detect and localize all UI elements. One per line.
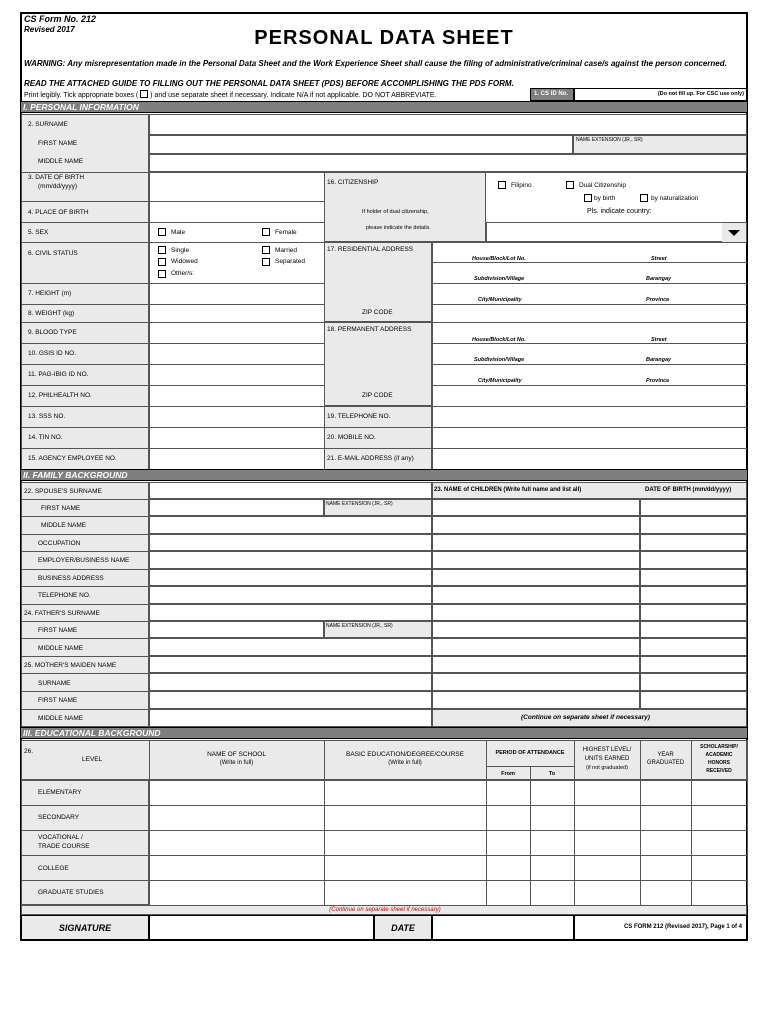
education-input-field[interactable]: [324, 780, 486, 805]
personal-input-field[interactable]: [149, 427, 324, 448]
education-input-field[interactable]: [324, 805, 486, 830]
row-divider: [21, 551, 149, 552]
personal-input-field[interactable]: [149, 364, 324, 385]
education-continue-row: [21, 905, 747, 915]
dob-format-label: (mm/dd/yyyy): [38, 183, 77, 190]
cs-separated-label: Separated: [275, 258, 305, 265]
row-divider: [21, 621, 149, 622]
graduated-header: GRADUATED: [646, 760, 685, 766]
level-graduate-studies: GRADUATE STUDIES: [38, 889, 104, 896]
date-field[interactable]: [432, 915, 574, 940]
education-input-field[interactable]: [324, 855, 486, 880]
perm-barangay-label: Barangay: [646, 357, 672, 363]
child-dob-field[interactable]: [640, 516, 747, 534]
tin-label: 14. TIN NO.: [28, 434, 63, 441]
personal-input-field[interactable]: [149, 343, 324, 364]
father-middle-name-label: MIDDLE NAME: [38, 645, 84, 652]
mother-middle-name-label: MIDDLE NAME: [38, 715, 84, 722]
telephone-label: 19. TELEPHONE NO.: [327, 413, 391, 420]
highest-header: HIGHEST LEVEL/: [582, 747, 632, 753]
row-divider: [324, 427, 432, 428]
permanent-address-label: 18. PERMANENT ADDRESS: [327, 326, 412, 333]
row-divider: [21, 709, 149, 710]
course-header: BASIC EDUCATION/DEGREE/COURSE: [346, 751, 464, 758]
education-input-field[interactable]: [530, 780, 574, 805]
row-divider: [21, 656, 149, 657]
child-name-field[interactable]: [432, 638, 640, 656]
personal-input-field[interactable]: [149, 385, 324, 406]
child-dob-field[interactable]: [640, 621, 747, 638]
personal-input-field[interactable]: [149, 322, 324, 343]
family-input-field[interactable]: [149, 586, 432, 604]
course-header-sub: (Write in full): [388, 760, 422, 766]
cs-married-label: Married: [275, 247, 298, 254]
education-input-field[interactable]: [530, 830, 574, 855]
education-input-field[interactable]: [149, 880, 324, 905]
occupation-label: OCCUPATION: [38, 540, 81, 547]
row-divider: [21, 604, 149, 605]
education-input-field[interactable]: [149, 830, 324, 855]
education-input-field[interactable]: [640, 805, 691, 830]
personal-input-field[interactable]: [149, 222, 324, 242]
row-divider: [21, 569, 149, 570]
page-title: PERSONAL DATA SHEET: [254, 27, 514, 49]
scholarship-header: SCHOLARSHIP/: [700, 744, 738, 750]
citizenship-country-select[interactable]: [486, 222, 747, 242]
cs-single-label: Single: [171, 247, 190, 254]
school-header-sub: (Write in full): [219, 760, 254, 766]
level-secondary: SECONDARY: [38, 814, 80, 821]
children-dob-label: DATE OF BIRTH (mm/dd/yyyy): [645, 487, 732, 493]
citizenship-filipino-label: Filipino: [511, 182, 532, 189]
mother-maiden-label: 25. MOTHER'S MAIDEN NAME: [24, 662, 117, 669]
dob-label: 3. DATE OF BIRTH: [28, 174, 85, 181]
received-header: RECEIVED: [706, 768, 732, 774]
row-divider: [21, 482, 149, 483]
residential-zipcode-label: ZIP CODE: [362, 309, 393, 316]
signature-label-cell: [21, 915, 149, 940]
level-college: COLLEGE: [38, 865, 69, 872]
education-input-field[interactable]: [691, 780, 747, 805]
personal-input-field[interactable]: [149, 448, 324, 470]
citizenship-naturalization-label: by naturalization: [651, 195, 699, 202]
father-first-name-label: FIRST NAME: [38, 627, 78, 634]
level-elementary: ELEMENTARY: [38, 789, 82, 796]
address-line: [432, 343, 747, 344]
child-dob-field[interactable]: [640, 569, 747, 586]
row-divider: [21, 586, 149, 587]
child-dob-field[interactable]: [640, 656, 747, 673]
read-guide-text: READ THE ATTACHED GUIDE TO FILLING OUT THE PERSONAL DATA SHEET (PDS) BEFORE ACCOMPLISHING THE PDS FORM.: [24, 79, 514, 88]
spouse-middle-name-label: MIDDLE NAME: [41, 522, 87, 529]
father-name-ext-cell[interactable]: [324, 621, 432, 638]
spouse-surname-label: 22. SPOUSE'S SURNAME: [24, 488, 102, 495]
cs-id-note: (Do not fill up. For CSC use only): [657, 91, 744, 97]
education-input-field[interactable]: [530, 805, 574, 830]
middle-name-label: MIDDLE NAME: [38, 158, 84, 165]
education-input-field[interactable]: [486, 780, 530, 805]
education-input-field[interactable]: [486, 830, 530, 855]
level-trade-course: TRADE COURSE: [38, 843, 90, 850]
education-input-field[interactable]: [640, 830, 691, 855]
agency-employee-label: 15. AGENCY EMPLOYEE NO.: [28, 455, 117, 462]
mother-surname-label: SURNAME: [38, 680, 71, 687]
citizenship-country-label: Pls. indicate country:: [587, 208, 652, 215]
education-input-field[interactable]: [574, 830, 640, 855]
level-header: LEVEL: [82, 756, 103, 763]
education-input-field[interactable]: [574, 805, 640, 830]
address-line: [432, 262, 747, 263]
date-label-cell: [374, 915, 432, 940]
family-input-field[interactable]: [149, 569, 432, 586]
personal-input-field[interactable]: [149, 406, 324, 427]
education-input-field[interactable]: [324, 880, 486, 905]
child-dob-field[interactable]: [640, 673, 747, 691]
child-dob-field[interactable]: [640, 499, 747, 516]
cs-id-field[interactable]: [574, 88, 747, 101]
period-header: PERIOD OF ATTENDANCE: [495, 750, 565, 756]
civil-status-label: 6. CIVIL STATUS: [28, 250, 78, 257]
education-input-field[interactable]: [486, 880, 530, 905]
citizenship-dual-label: Dual Citizenship: [579, 182, 626, 189]
col-divider: [747, 740, 748, 905]
row-divider: [21, 499, 149, 500]
perm-house-label: House/Block/Lot No.: [472, 337, 526, 343]
child-dob-field[interactable]: [640, 604, 747, 621]
mother-first-name-label: FIRST NAME: [38, 697, 78, 704]
page-info: CS FORM 212 (Revised 2017), Page 1 of 4: [623, 924, 742, 930]
perm-province-label: Province: [646, 378, 670, 384]
address-line: [432, 283, 747, 284]
gsis-label: 10. GSIS ID NO.: [28, 350, 77, 357]
period-from-header: From: [501, 771, 515, 777]
date-label: DATE: [391, 923, 415, 933]
middle-name-field[interactable]: [149, 154, 747, 172]
level-vocational: VOCATIONAL /: [38, 834, 83, 841]
res-subdivision-label: Subdivision/Village: [474, 276, 525, 282]
row-divider: [21, 534, 149, 535]
surname-label: 2. SURNAME: [28, 121, 68, 128]
row-divider: [21, 638, 149, 639]
print-legibly-text: [24, 90, 437, 99]
child-dob-field[interactable]: [640, 534, 747, 551]
family-input-field[interactable]: [149, 656, 432, 673]
form-number: CS Form No. 212: [24, 14, 97, 24]
res-city-label: City/Municipality: [478, 297, 522, 303]
family-input-field[interactable]: [149, 709, 432, 727]
blood-type-label: 9. BLOOD TYPE: [28, 329, 77, 336]
citizenship-by-birth-label: by birth: [594, 195, 616, 202]
mobile-label: 20. MOBILE NO.: [327, 434, 376, 441]
signature-field[interactable]: [149, 915, 374, 940]
residential-address-label: 17. RESIDENTIAL ADDRESS: [327, 246, 414, 253]
family-input-field[interactable]: [149, 638, 432, 656]
res-barangay-label: Barangay: [646, 276, 672, 282]
place-of-birth-label: 4. PLACE OF BIRTH: [28, 209, 89, 216]
citizenship-naturalization-checkbox[interactable]: [640, 194, 648, 202]
weight-label: 8. WEIGHT (kg): [28, 310, 75, 317]
section-family-background: II. FAMILY BACKGROUND: [21, 469, 747, 481]
personal-input-field[interactable]: [149, 242, 324, 283]
name-extension-field[interactable]: [573, 135, 747, 154]
citizenship-label: 16. CITIZENSHIP: [327, 179, 379, 186]
education-input-field[interactable]: [149, 780, 324, 805]
perm-subdivision-label: Subdivision/Village: [474, 357, 525, 363]
citizenship-by-birth-checkbox[interactable]: [584, 194, 592, 202]
address-line: [432, 385, 747, 386]
father-surname-label: 24. FATHER'S SURNAME: [24, 610, 100, 617]
personal-input-field[interactable]: [149, 201, 324, 222]
sss-label: 13. SSS NO.: [28, 413, 66, 420]
education-input-field[interactable]: [574, 780, 640, 805]
children-header-label: 23. NAME of CHILDREN (Write full name and list all): [434, 487, 582, 493]
education-input-field[interactable]: [691, 855, 747, 880]
child-name-field[interactable]: [432, 499, 640, 516]
education-input-field[interactable]: [574, 855, 640, 880]
signature-label: SIGNATURE: [58, 923, 112, 933]
row-divider: [21, 516, 149, 517]
father-name-ext-label: NAME EXTENSION (JR., SR): [326, 623, 393, 629]
child-name-field[interactable]: [432, 569, 640, 586]
citizenship-note-a: If holder of dual citizenship,: [362, 209, 429, 215]
family-input-field[interactable]: [149, 534, 432, 551]
section-educational-background: III. EDUCATIONAL BACKGROUND: [21, 727, 747, 739]
row-divider: [21, 691, 149, 692]
child-name-field[interactable]: [432, 586, 640, 604]
school-header: NAME OF SCHOOL: [207, 751, 266, 758]
form-revision: Revised 2017: [24, 25, 75, 34]
cs-id-label: 1. CS ID No.: [534, 91, 569, 97]
child-dob-field[interactable]: [640, 586, 747, 604]
family-continue-label: (Continue on separate sheet if necessary): [521, 714, 650, 721]
education-input-field[interactable]: [574, 880, 640, 905]
academic-header: ACADEMIC: [705, 752, 733, 758]
warning-text: WARNING: Any misrepresentation made in the Personal Data Sheet and the Work Experience Sheet shall cause the filing of administrative/criminal case/s against the person concerned.: [24, 59, 727, 68]
business-address-label: BUSINESS ADDRESS: [38, 575, 104, 582]
not-graduated-header: (if not graduated): [586, 765, 628, 771]
family-input-field[interactable]: [149, 482, 432, 499]
first-name-field[interactable]: [149, 135, 573, 154]
print-legibly-a: Print legibly. Tick appropriate boxes (: [24, 92, 139, 99]
child-dob-field[interactable]: [640, 638, 747, 656]
col-divider: [432, 242, 433, 470]
height-label: 7. HEIGHT (m): [28, 290, 72, 297]
child-name-field[interactable]: [432, 691, 640, 709]
res-house-label: House/Block/Lot No.: [472, 256, 526, 262]
spouse-telephone-label: TELEPHONE NO.: [38, 592, 91, 599]
family-input-field[interactable]: [149, 691, 432, 709]
perm-city-label: City/Municipality: [478, 378, 522, 384]
education-input-field[interactable]: [691, 880, 747, 905]
page-info-cell: [574, 915, 747, 940]
sex-label: 5. SEX: [28, 229, 49, 236]
spouse-name-ext-label: NAME EXTENSION (JR., SR): [326, 501, 393, 507]
sex-female-label: Female: [275, 229, 297, 236]
education-number: 26.: [24, 748, 34, 755]
child-name-field[interactable]: [432, 621, 640, 638]
res-street-label: Street: [651, 256, 667, 262]
address-line: [432, 304, 747, 305]
name-extension-label: NAME EXTENSION (JR., SR): [576, 137, 643, 143]
education-input-field[interactable]: [691, 830, 747, 855]
education-input-field[interactable]: [691, 805, 747, 830]
employer-label: EMPLOYER/BUSINESS NAME: [38, 557, 130, 564]
family-input-field[interactable]: [149, 551, 432, 569]
education-input-field[interactable]: [530, 855, 574, 880]
email-label: 21. E-MAIL ADDRESS (if any): [327, 455, 414, 462]
citizenship-note-b: please indicate the details.: [366, 225, 431, 231]
education-input-field[interactable]: [486, 855, 530, 880]
child-dob-field[interactable]: [640, 551, 747, 569]
child-name-field[interactable]: [432, 604, 640, 621]
res-province-label: Province: [646, 297, 670, 303]
address-line: [432, 364, 747, 365]
education-continue-label: (Continue on separate sheet if necessary): [329, 907, 441, 913]
sex-male-label: Male: [171, 229, 186, 236]
child-name-field[interactable]: [432, 516, 640, 534]
family-input-field[interactable]: [149, 499, 324, 516]
citizenship-dual-checkbox[interactable]: [566, 181, 574, 189]
surname-field[interactable]: [149, 114, 747, 135]
family-input-field[interactable]: [149, 621, 324, 638]
permanent-zipcode-label: ZIP CODE: [362, 392, 393, 399]
child-name-field[interactable]: [432, 551, 640, 569]
family-input-field[interactable]: [149, 673, 432, 691]
child-name-field[interactable]: [432, 673, 640, 691]
personal-input-field[interactable]: [149, 304, 324, 322]
cs-widowed-label: Widowed: [171, 258, 198, 265]
education-input-field[interactable]: [640, 855, 691, 880]
pagibig-label: 11. PAG-IBIG ID NO.: [28, 371, 89, 378]
child-name-field[interactable]: [432, 534, 640, 551]
row-divider: [324, 448, 432, 449]
education-input-field[interactable]: [324, 830, 486, 855]
citizenship-filipino-checkbox[interactable]: [498, 181, 506, 189]
family-input-field[interactable]: [149, 516, 432, 534]
child-name-field[interactable]: [432, 656, 640, 673]
period-divider: [486, 766, 574, 767]
units-header: UNITS EARNED: [584, 756, 630, 762]
section-personal-info: I. PERSONAL INFORMATION: [21, 101, 747, 113]
education-input-field[interactable]: [640, 780, 691, 805]
spouse-first-name-label: FIRST NAME: [41, 505, 81, 512]
spouse-name-ext-cell[interactable]: [324, 499, 432, 516]
personal-input-field[interactable]: [149, 172, 324, 201]
family-input-field[interactable]: [149, 604, 432, 621]
cs-id-label-box: [530, 88, 574, 101]
chevron-down-icon: [728, 230, 740, 236]
sample-checkbox: [140, 90, 148, 98]
honors-header: HONORS: [708, 760, 730, 766]
row-divider: [21, 673, 149, 674]
cs-other-label: Other/s:: [171, 270, 195, 277]
education-input-field[interactable]: [640, 880, 691, 905]
period-to-header: To: [548, 771, 556, 777]
year-header: YEAR: [657, 752, 674, 758]
education-input-field[interactable]: [486, 805, 530, 830]
education-input-field[interactable]: [149, 855, 324, 880]
personal-input-field[interactable]: [149, 283, 324, 304]
family-continue-cell: [432, 709, 747, 727]
philhealth-label: 12. PHILHEALTH NO.: [28, 392, 92, 399]
education-input-field[interactable]: [149, 805, 324, 830]
first-name-label: FIRST NAME: [38, 140, 78, 147]
child-dob-field[interactable]: [640, 691, 747, 709]
perm-street-label: Street: [651, 337, 667, 343]
education-input-field[interactable]: [530, 880, 574, 905]
print-legibly-b: ) and use separate sheet if necessary. Indicate N/A if not applicable. DO NOT ABBREVIATE.: [150, 92, 437, 99]
